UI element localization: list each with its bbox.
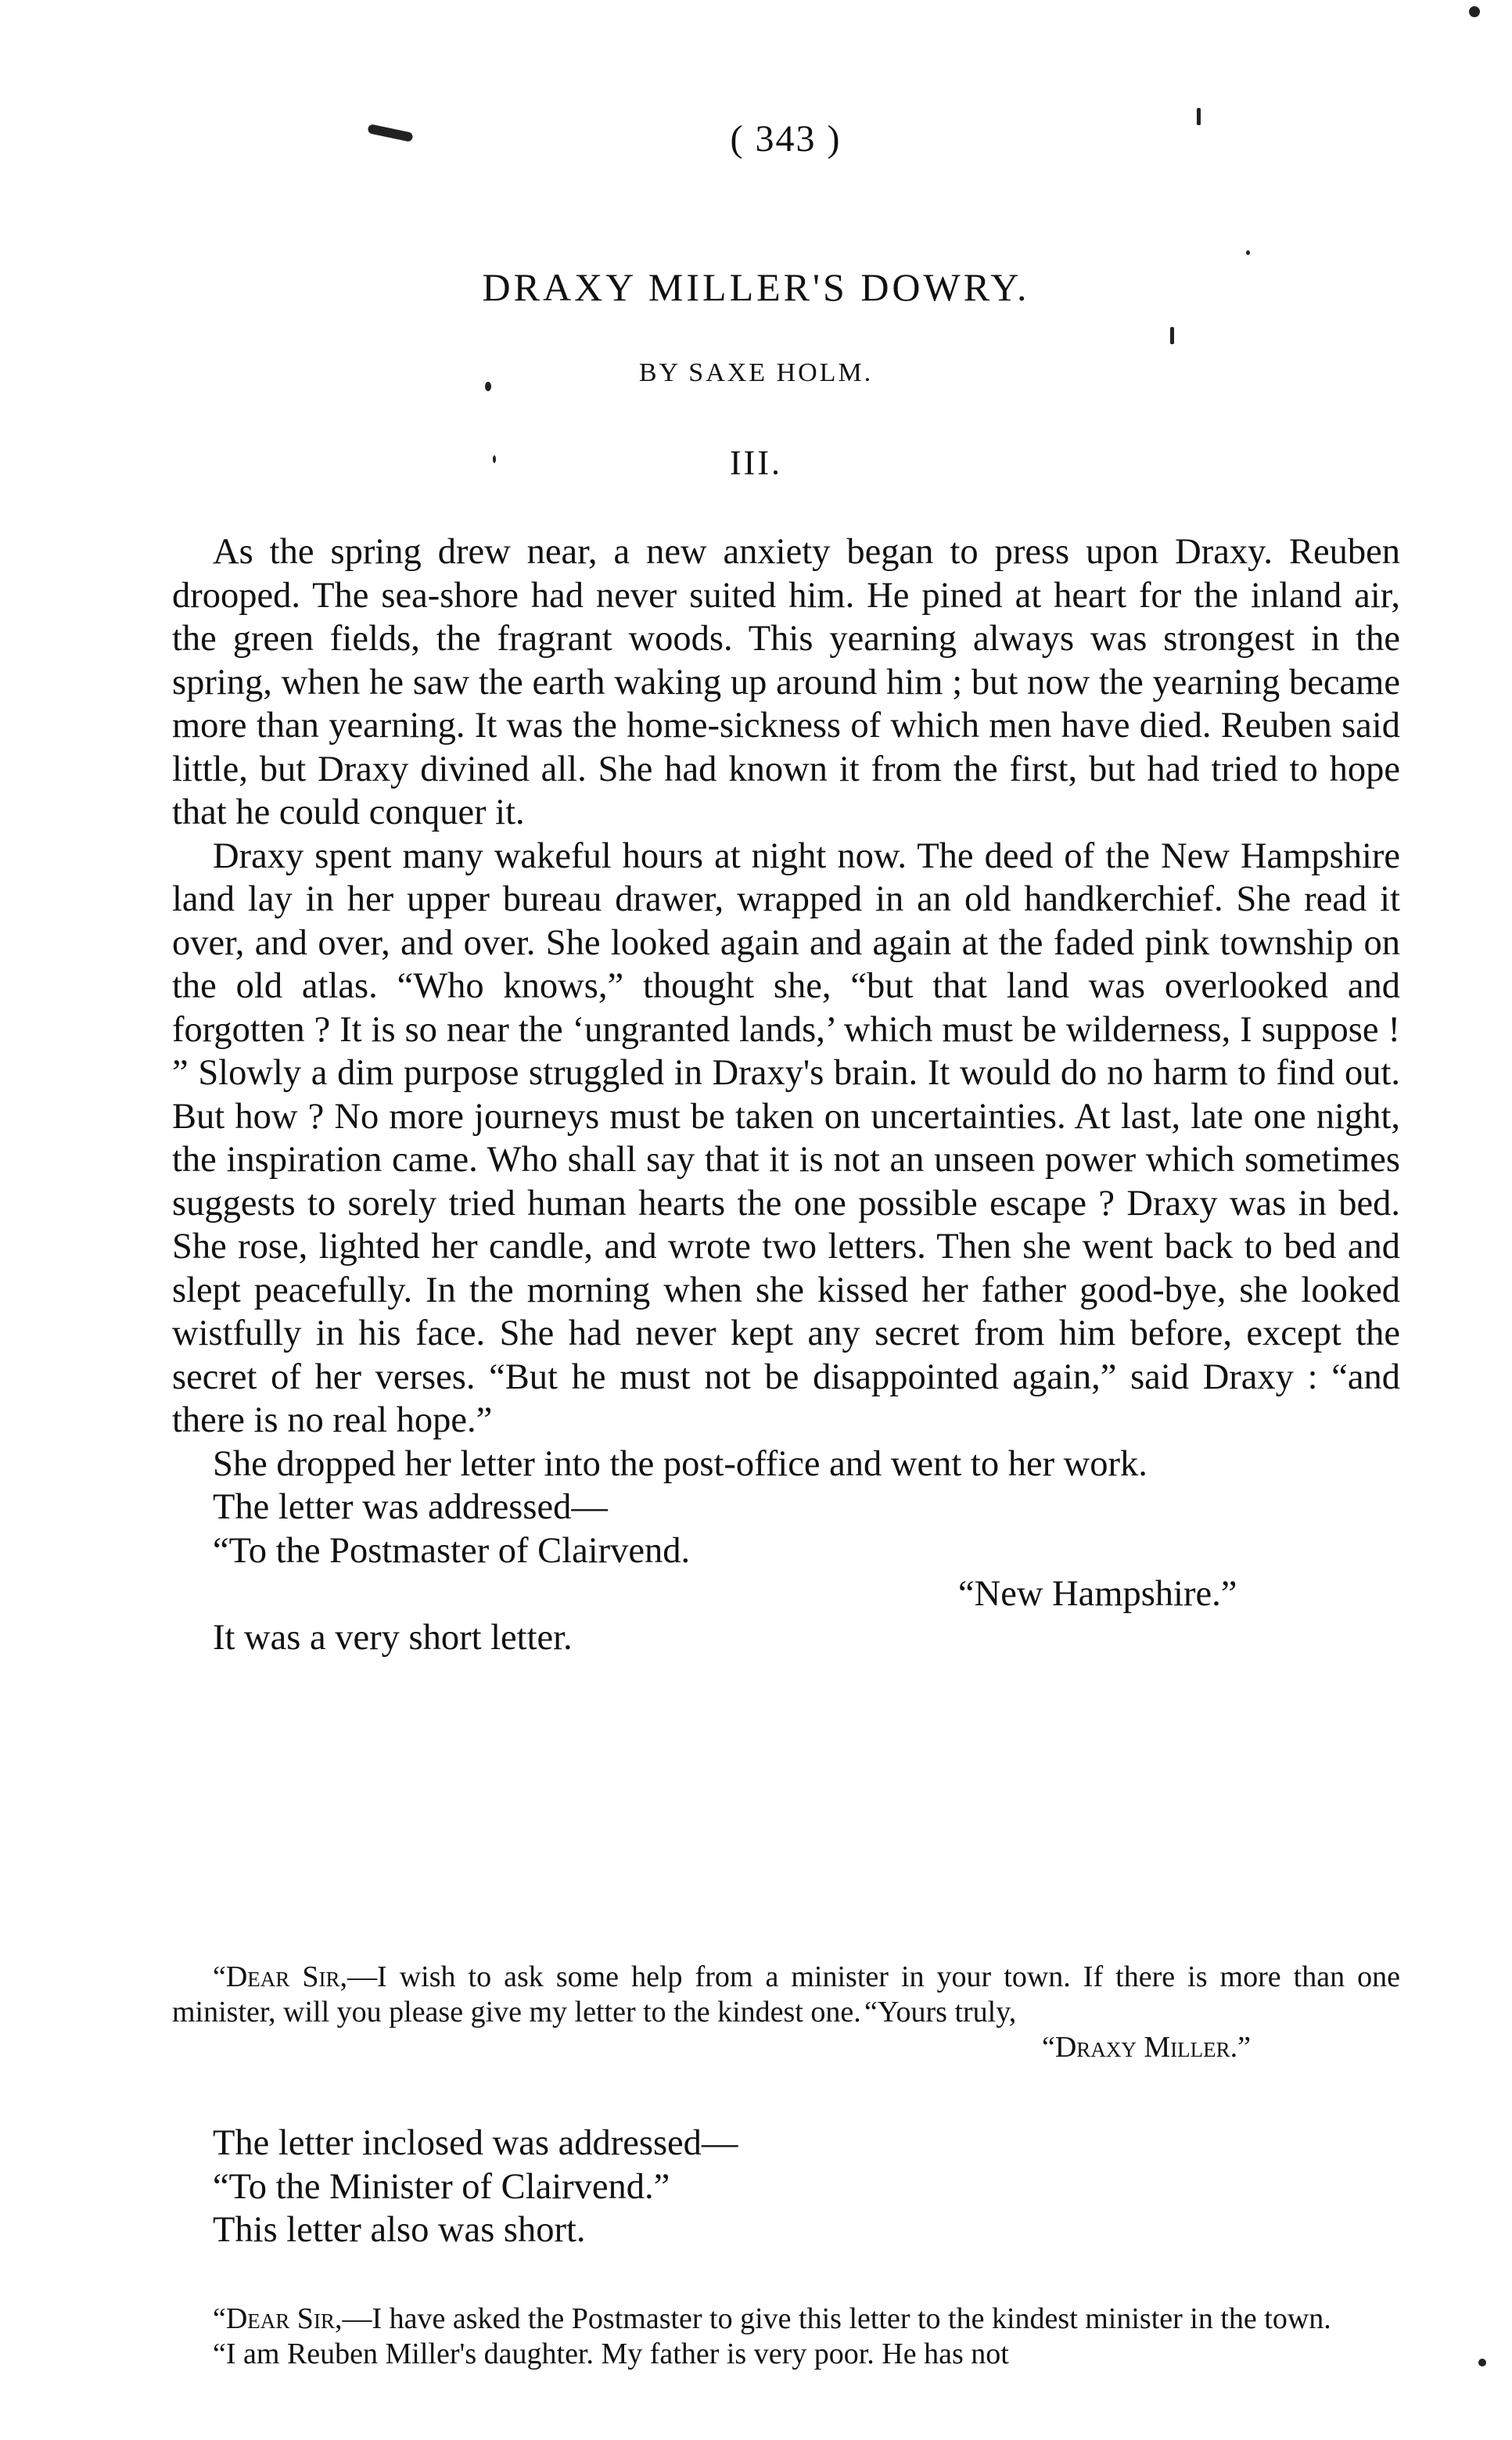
letter-closing: “Yours truly, (864, 1996, 1017, 2029)
address-line: “To the Postmaster of Clairvend. (213, 1530, 691, 1571)
author-byline: BY SAXE HOLM. (638, 358, 874, 387)
letter-to-minister (172, 2302, 1400, 2372)
letter-note: It was a very short letter. (213, 1617, 573, 1658)
address-line: “New Hampshire.” (958, 1574, 1237, 1614)
paragraph: As the spring drew near, a new anxiety began to press upon Draxy. Reuben drooped. The sea-shore had never suited him. He pined at heart for the inland air, the green fields, the fragrant woods. This yearning always was strongest in the spring, when he saw the earth waking up around him ; but now the yearning became more than yearning. It was the home-sickness of which men have died. Reuben said little, but Draxy divined all. She had known it from the first, but had tried to hope that he could conquer it. (172, 532, 1400, 832)
letter-body (172, 2302, 1400, 2337)
main-text-continued (172, 2122, 1400, 2252)
address-intro: The letter was addressed— (213, 1487, 608, 1527)
letter-salutation: “Dear Sir, (213, 2302, 343, 2335)
main-text (172, 530, 1400, 1659)
address-line: “To the Minister of Clairvend.” (213, 2166, 670, 2207)
page-header (0, 117, 1512, 160)
page-number: ( 343 ) (730, 118, 842, 160)
ink-speck (1469, 6, 1480, 17)
letter-to-postmaster (172, 1960, 1400, 2065)
story-title: DRAXY MILLER'S DOWRY. (482, 265, 1030, 309)
paragraph: Draxy spent many wakeful hours at night now. The deed of the New Hampshire land lay in her upper bureau drawer, wrapped in an old handkerchief. She read it over, and over, and over. She looked again and again at the faded pink township on the old atlas. “Who knows,” thought she, “but that land was overlooked and forgotten ? It is so near the ‘ungranted lands,’ which must be wilderness, I suppose ! ” Slowly a dim purpose struggled in Draxy's brain. It would do no harm to find out. But how ? No more journeys must be taken on uncertainties. At last, late one night, the inspiration came. Who shall say that it is not an unseen power which sometimes suggests to sorely tried human hearts the one possible escape ? Draxy was in bed. She rose, lighted her candle, and wrote two letters. Then she went back to bed and slept peacefully. In the morning when she kissed her father good-bye, she looked wistfully in his face. She had never kept any secret from him before, except the secret of her verses. “But he must not be disappointed again,” said Draxy : “and there is no real hope.” (172, 835, 1400, 1440)
address-intro: The letter inclosed was addressed— (213, 2123, 738, 2163)
chapter-heading: III. (730, 444, 782, 482)
letter-text: —I have asked the Postmaster to give this letter to the kindest minister in the town. (342, 2302, 1331, 2335)
ink-speck (1478, 2359, 1486, 2366)
paragraph: She dropped her letter into the post-office and went to her work. (213, 1443, 1147, 1484)
letter-signature: “Draxy Miller.” (1042, 2031, 1251, 2064)
ink-speck (1170, 327, 1174, 344)
ink-speck (1246, 250, 1250, 255)
letter-body: “I am Reuben Miller's daughter. My father is very poor. He has not (213, 2338, 1009, 2370)
letter-salutation: “Dear Sir, (213, 1960, 347, 1993)
letter-note: This letter also was short. (213, 2210, 586, 2250)
letter-text: —I wish to ask some help from a minister in your town. If there is more than one minister, will you please give my letter to the kindest one. (172, 1960, 1400, 2029)
